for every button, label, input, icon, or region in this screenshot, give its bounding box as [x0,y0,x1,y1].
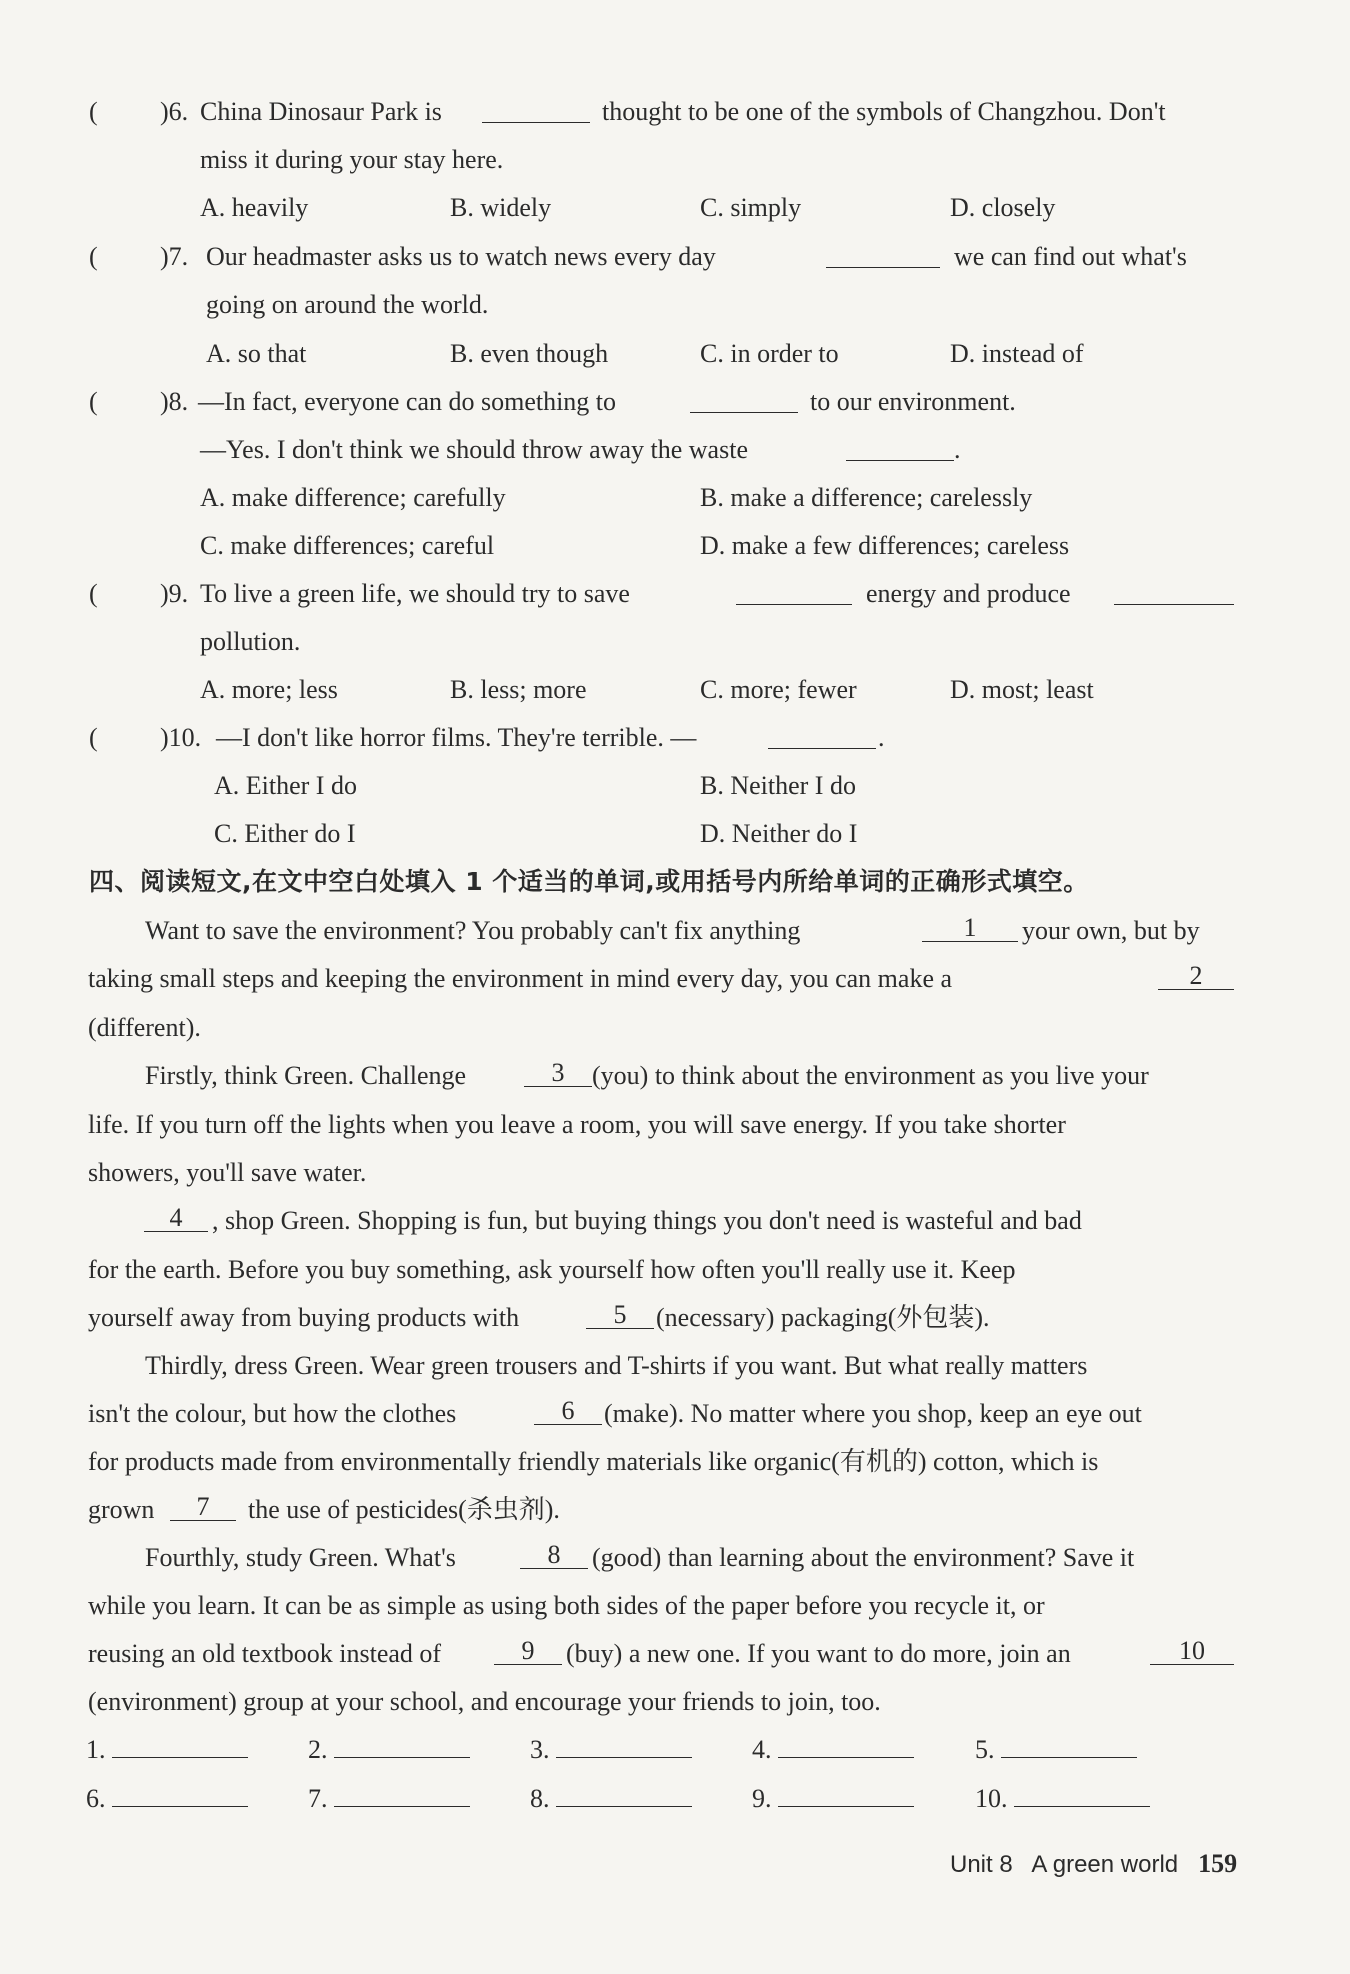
answer-5[interactable]: 5. [975,1733,1137,1765]
option-c[interactable]: C. simply [700,193,802,222]
option-b[interactable]: B. Neither I do [700,771,856,800]
option-a[interactable]: A. more; less [200,675,338,704]
blank-number: 9 [494,1638,562,1665]
option-b[interactable]: B. widely [450,193,552,222]
answer-blank[interactable] [690,388,798,413]
option-d[interactable]: D. Neither do I [700,819,858,848]
option-c[interactable]: C. in order to [700,339,839,368]
option-b[interactable]: B. make a difference; carelessly [700,483,1033,512]
option-a[interactable]: A. so that [206,339,307,368]
answer-4[interactable]: 4. [752,1733,914,1765]
option-d[interactable]: D. closely [950,193,1056,222]
answer-7[interactable]: 7. [308,1782,470,1814]
workbook-page: ( )6. China Dinosaur Park is thought to be one of the symbols of Changzhou. Don't miss it during your stay here. A. heavily B. widely C. simply D. closely ( )7. Our headmaster asks us to watch news every day we can find out what's going on around the world. A. so that B. even though C. in order to D. instead of ( )8. —In fact, everyone can do something to to our environment. —Yes. I don't think we should throw away the waste . A. make difference; carefully B. make a difference; carelessly C. make differences; careful D. make a few differences; careless ( )9. To live a green life, we should try to save energy and produce pollution. A. more; less B. less; more C. more; fewer D. most; least ( )10. —I don't like horror films. They're terrible. — . A. Either I do B. Neither I do C. Either do I D. Neither do I 四、阅读短文,在文中空白处填入 1 个适当的单词,或用括号内所给单词的正确形式填空。 Want to save the environment? You probably can't fix anything 1 your own, but by taking small steps and keeping the environment in mind every day, you can make a 2 (different). Firstly, think Green. Challenge 3 (you) to think about the environment as you live your life. If you turn off the lights when you leave a room, you will save energy. If you take shorter showers, you'll save water. 4 , shop Green. Shopping is fun, but buying things you don't need is wasteful and bad for the earth. Before you buy something, ask yourself how often you'll really use it. Keep yourself away from buying products with 5 (necessary) packaging(外包装). Thirdly, dress Green. Wear green trousers and T-shirts if you want. But what really matters isn't the colour, but how the clothes 6 (make). No matter where you shop, keep an eye out for products made from environmentally friendly materials like organic(有机的) cotton, which is grown 7 the use of pesticides(杀虫剂). Fourthly, study Green. What's 8 (good) than learning about the environment? Save it while you learn. It can be as simple as using both sides of the paper before you recycle it, or reusing an old textbook instead of 9 (buy) a new one. If you want to do more, join an 10 (environment) group at your school, and encourage your friends to join, too. 1. 2. 3. 4. 5. 6. 7. 8. 9. 10. Unit 8 A green world 159 [0,0,1350,1974]
unit-label: Unit 8 [950,1851,1013,1878]
answer-blank[interactable] [736,580,852,605]
option-a[interactable]: A. make difference; carefully [200,483,506,512]
page-number: 159 [1198,1849,1238,1878]
blank-number: 8 [520,1542,588,1569]
option-a[interactable]: A. Either I do [214,771,357,800]
blank-number: 6 [534,1398,602,1425]
option-c[interactable]: C. more; fewer [700,675,857,704]
option-c[interactable]: C. Either do I [214,819,356,848]
answer-8[interactable]: 8. [530,1782,692,1814]
answer-2[interactable]: 2. [308,1733,470,1765]
option-b[interactable]: B. less; more [450,675,587,704]
answer-blank[interactable] [846,436,954,461]
blank-number: 2 [1158,963,1234,990]
answer-6[interactable]: 6. [86,1782,248,1814]
answer-3[interactable]: 3. [530,1733,692,1765]
blank-number: 4 [144,1205,208,1232]
answer-blank[interactable] [768,724,876,749]
answer-1[interactable]: 1. [86,1733,248,1765]
blank-number: 5 [586,1302,654,1329]
option-a[interactable]: A. heavily [200,193,309,222]
answer-blank[interactable] [1114,580,1234,605]
unit-title: A green world [1031,1851,1179,1878]
option-d[interactable]: D. make a few differences; careless [700,531,1070,560]
option-b[interactable]: B. even though [450,339,609,368]
blank-number: 3 [524,1060,592,1087]
answer-blank[interactable] [826,243,940,268]
page-footer [950,1849,1350,1879]
answer-10[interactable]: 10. [975,1782,1150,1814]
answer-9[interactable]: 9. [752,1782,914,1814]
option-d[interactable]: D. instead of [950,339,1084,368]
option-d[interactable]: D. most; least [950,675,1094,704]
blank-number: 10 [1150,1638,1234,1665]
blank-number: 7 [170,1494,236,1521]
answer-blank[interactable] [482,98,590,123]
option-c[interactable]: C. make differences; careful [200,531,495,560]
blank-number: 1 [922,915,1018,942]
